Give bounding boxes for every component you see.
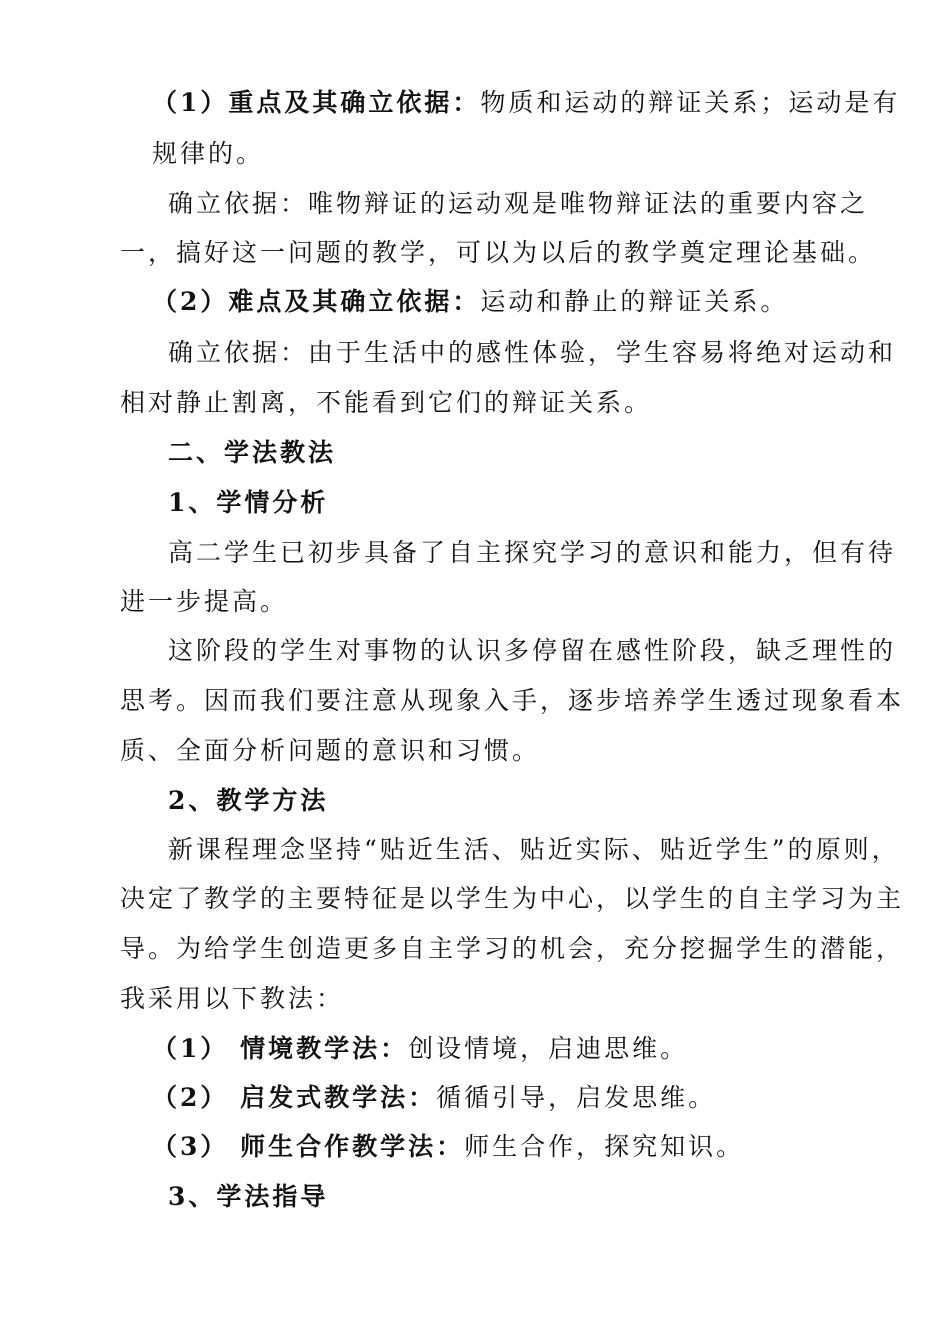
analysis-p2-line1: 这阶段的学生对事物的认识多停留在感性阶段，缺乏理性的 — [168, 636, 897, 665]
methods-p-line2: 决定了教学的主要特征是以学生为中心，以学生的自主学习为主 — [120, 884, 905, 913]
method-text: 创设情境，启迪思维。 — [408, 1034, 689, 1063]
key-point-text-continued: 规律的。 — [152, 139, 265, 168]
method-item — [152, 1032, 688, 1066]
section-heading-study-and-teaching: 二、学法教法 — [168, 438, 337, 467]
method-text: 循循引导，启发思维。 — [436, 1083, 717, 1112]
method-label: （2） 启发式教学法： — [152, 1083, 437, 1112]
difficult-point-text: 运动和静止的辩证关系。 — [480, 287, 789, 316]
method-item — [152, 1081, 716, 1115]
subheading-study-guidance: 3、学法指导 — [168, 1182, 329, 1211]
method-label: （3） 师生合作教学法： — [152, 1132, 465, 1161]
analysis-p2-line3: 质、全面分析问题的意识和习惯。 — [120, 736, 541, 765]
methods-p-line1: 新课程理念坚持“贴近生活、贴近实际、贴近学生”的原则， — [168, 835, 900, 864]
subheading-learner-analysis: 1、学情分析 — [168, 488, 329, 517]
method-label: （1） 情境教学法： — [152, 1034, 409, 1063]
difficult-basis-line2: 相对静止割离，不能看到它们的辩证关系。 — [120, 388, 653, 417]
difficult-point-label: （2）难点及其确立依据： — [152, 287, 481, 316]
subheading-teaching-methods: 2、教学方法 — [168, 786, 329, 815]
difficult-point-line — [152, 285, 788, 319]
difficult-basis-line1: 确立依据：由于生活中的感性体验，学生容易将绝对运动和 — [168, 338, 897, 367]
key-basis-line1: 确立依据：唯物辩证的运动观是唯物辩证法的重要内容之 — [168, 189, 869, 218]
analysis-p2-line2: 思考。因而我们要注意从现象入手，逐步培养学生透过现象看本 — [120, 686, 905, 715]
methods-p-line3: 导。为给学生创造更多自主学习的机会，充分挖掘学生的潜能， — [120, 934, 905, 963]
analysis-p1-line2: 进一步提高。 — [120, 587, 289, 616]
key-point-line — [152, 86, 900, 120]
method-item — [152, 1130, 744, 1164]
analysis-p1-line1: 高二学生已初步具备了自主探究学习的意识和能力，但有待 — [168, 538, 897, 567]
methods-p-line4: 我采用以下教法： — [120, 984, 345, 1013]
method-text: 师生合作，探究知识。 — [464, 1132, 745, 1161]
key-point-label: （1）重点及其确立依据： — [152, 88, 481, 117]
key-point-text: 物质和运动的辩证关系；运动是有 — [480, 88, 901, 117]
key-basis-line2: 一，搞好这一问题的教学，可以为以后的教学奠定理论基础。 — [120, 238, 877, 267]
